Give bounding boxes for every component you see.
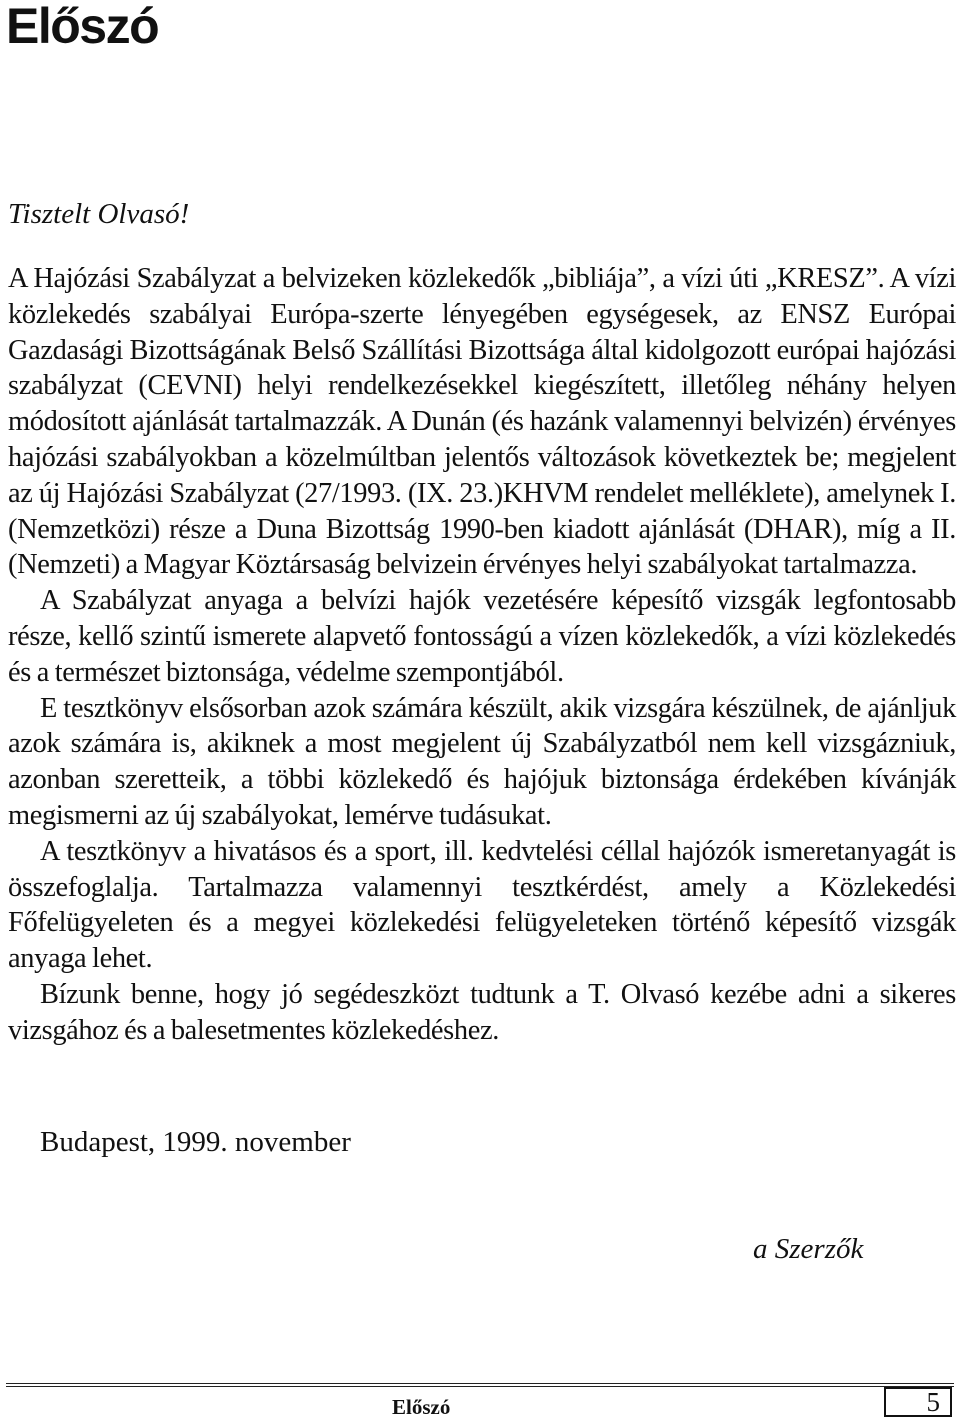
footer-divider [6,1383,954,1387]
salutation: Tisztelt Olvasó! [8,198,190,230]
signature: a Szerzők [753,1233,864,1265]
dateline: Budapest, 1999. november [40,1126,351,1158]
footer-section-title: Előszó [392,1395,451,1419]
paragraph-closing: Bízunk benne, hogy jó segédeszközt tudtunk a T. Olvasó kezébe adni a sikeres vizsgához és a balesetmentes közlekedéshez. [8,978,956,1046]
page-number: 5 [884,1387,952,1417]
paragraph-audience: E tesztkönyv elsősorban azok számára készült, akik vizsgára készülnek, de ajánljuk azok számára is, akiknek a most megjelent új Szabályzatból nem kell vizsgázniuk, azonban szeretteik, a többi közlekedő és hajójuk biztonsága érdekében kívánják megismerni az új szabályokat, lemérve tudásukat. [8,692,956,831]
page-title: Előszó [6,0,159,54]
paragraph-contents: A tesztkönyv a hivatásos és a sport, ill. kedvtelési céllal hajózók ismeretanyagát is összefoglalja. Tartalmazza valamennyi tesztkérdést, amely a Közlekedési Főfelügyeleten és a megyei közlekedési felügyeleteken történő képesítő vizsgák anyaga lehet. [8,835,956,975]
body-text [8,261,956,1049]
paragraph-regulation-importance: A Szabályzat anyaga a belvízi hajók vezetésére képesítő vizsgák legfontosabb része, kellő szintű ismerete alapvető fontosságú a vízen közlekedők, a vízi közlekedés és a természet biztonsága, védelme szempontjából. [8,585,956,688]
paragraph-intro: A Hajózási Szabályzat a belvizeken közlekedők „bibliája”, a vízi úti „KRESZ”. A vízi közlekedés szabályai Európa-szerte lényegében egységesek, az ENSZ Európai Gazdasági Bizottságának Belső Szállítási Bizottsága által kidolgozott európai hajózási szabályzat (CEVNI) helyi rendelkezésekkel kiegészített, illetőleg néhány helyen módosított ajánlását tartalmazzák. A Dunán (és hazánk valamennyi belvizén) érvényes hajózási szabályokban a közelmúltban jelentős változások következtek be; megjelent az új Hajózási Szabályzat (27/1993. (IX. 23.)KHVM rendelet melléklete), amelynek I. (Nemzetközi) része a Duna Bizottság 1990-ben kiadott ajánlását (DHAR), míg a II. (Nemzeti) a Magyar Köztársaság belvizein érvényes helyi szabályokat tartalmazza. [8,263,956,581]
